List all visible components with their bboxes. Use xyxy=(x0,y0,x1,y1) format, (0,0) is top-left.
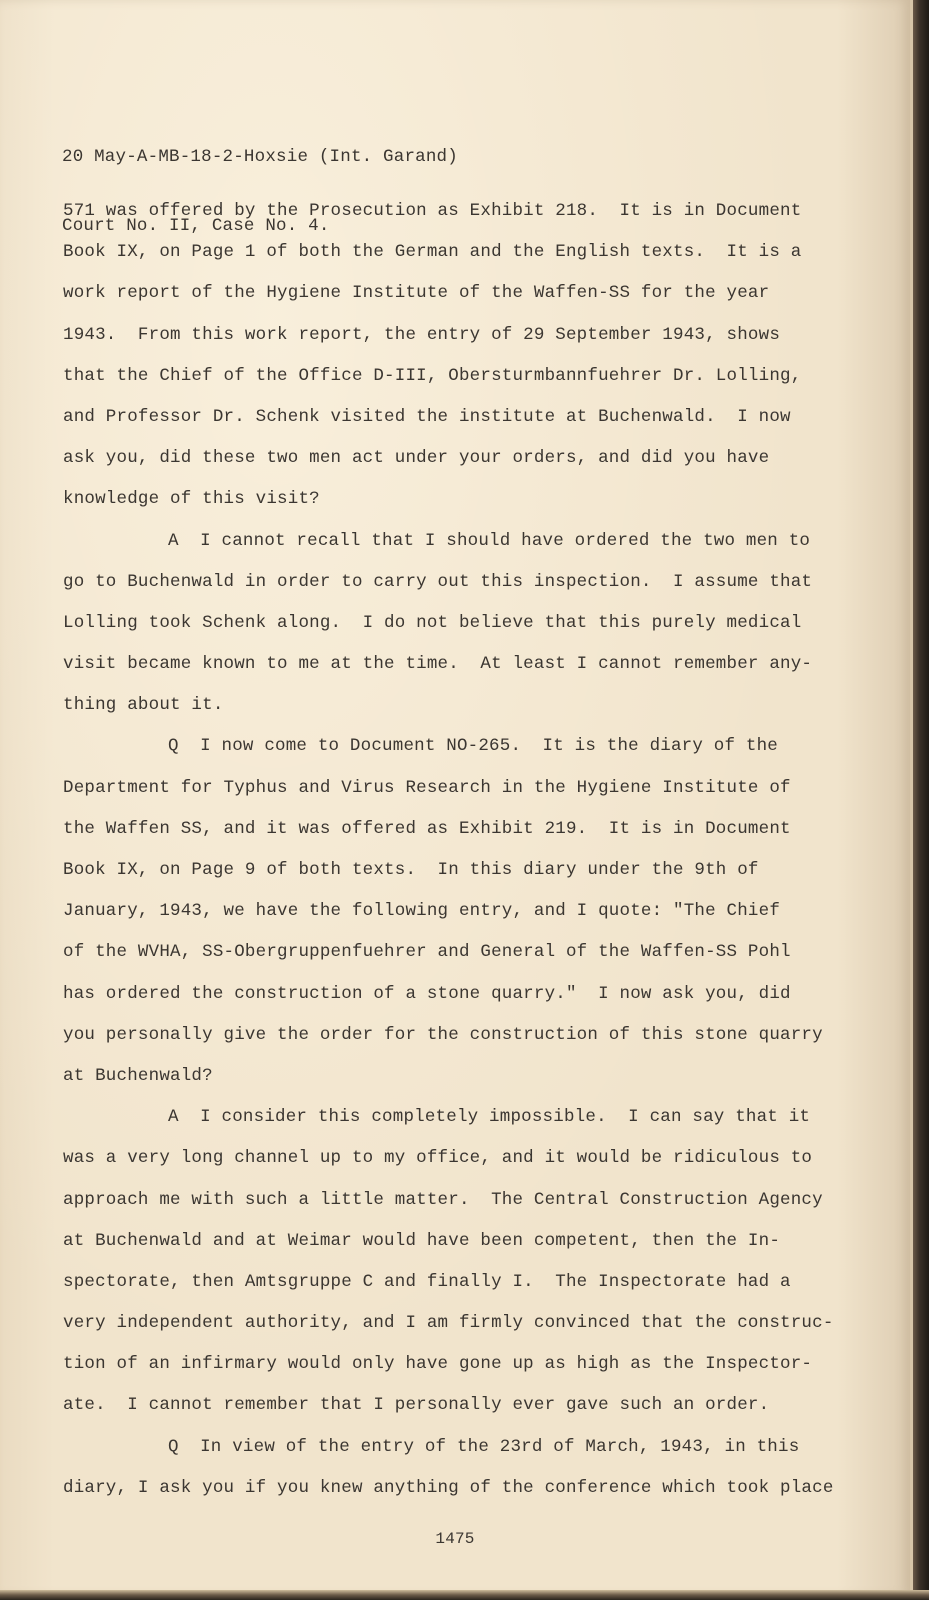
transcript-line: Book IX, on Page 1 of both the German and the English texts. It is a xyxy=(63,242,802,263)
page-number: 1475 xyxy=(435,1530,475,1548)
transcript-line: knowledge of this visit? xyxy=(63,489,320,510)
header-case-reference: 20 May-A-MB-18-2-Hoxsie (Int. Garand) xyxy=(62,147,458,167)
transcript-line: Lolling took Schenk along. I do not believe that this purely medical xyxy=(63,612,802,633)
transcript-line: diary, I ask you if you knew anything of the conference which took place xyxy=(63,1477,834,1498)
transcript-line: work report of the Hygiene Institute of the Waffen-SS for the year xyxy=(63,283,770,304)
transcript-line: Q In view of the entry of the 23rd of March, 1943, in this xyxy=(168,1436,800,1457)
transcript-line: Book IX, on Page 9 of both texts. In this diary under the 9th of xyxy=(63,860,759,880)
transcript-line: spectorate, then Amtsgruppe C and finally I. The Inspectorate had a xyxy=(63,1271,791,1292)
binding-edge-right xyxy=(913,0,929,1600)
transcript-line: 571 was offered by the Prosecution as Exhibit 218. It is in Document xyxy=(63,201,802,221)
transcript-line: you personally give the order for the construction of this stone quarry xyxy=(63,1024,823,1045)
transcript-line: very independent authority, and I am firmly convinced that the construc- xyxy=(63,1313,834,1334)
transcript-line: Department for Typhus and Virus Research in the Hygiene Institute of xyxy=(63,777,791,798)
transcript-body xyxy=(63,196,834,1514)
transcript-line: A I cannot recall that I should have ordered the two men to xyxy=(168,530,811,551)
binding-edge-bottom xyxy=(0,1590,929,1600)
transcript-line: at Buchenwald? xyxy=(63,1065,213,1086)
transcript-line: tion of an infirmary would only have gone up as high as the Inspector- xyxy=(63,1354,813,1375)
transcript-line: of the WVHA, SS-Obergruppenfuehrer and General of the Waffen-SS Pohl xyxy=(63,942,791,963)
transcript-line: visit became known to me at the time. At least I cannot remember any- xyxy=(63,654,813,675)
transcript-line: go to Buchenwald in order to carry out this inspection. I assume that xyxy=(63,571,813,592)
transcript-line: approach me with such a little matter. The Central Construction Agency xyxy=(63,1189,823,1210)
transcript-line: at Buchenwald and at Weimar would have been competent, then the In- xyxy=(63,1230,781,1251)
transcript-line: ate. I cannot remember that I personally ever gave such an order. xyxy=(63,1395,770,1416)
transcript-line: ask you, did these two men act under your orders, and did you have xyxy=(63,448,770,469)
transcript-line: Q I now come to Document NO-265. It is the diary of the xyxy=(168,736,778,757)
transcript-line: 1943. From this work report, the entry of 29 September 1943, shows xyxy=(63,324,781,345)
transcript-line: A I consider this completely impossible. I can say that it xyxy=(168,1107,811,1128)
transcript-line: thing about it. xyxy=(63,695,224,716)
transcript-line: that the Chief of the Office D-III, Obersturmbannfuehrer Dr. Lolling, xyxy=(63,365,802,386)
transcript-line: has ordered the construction of a stone quarry." I now ask you, did xyxy=(63,983,791,1004)
transcript-line: the Waffen SS, and it was offered as Exhibit 219. It is in Document xyxy=(63,818,791,839)
transcript-line: January, 1943, we have the following entry, and I quote: "The Chief xyxy=(63,901,781,922)
header-court-case: Court No. II, Case No. 4. xyxy=(62,216,330,236)
transcript-line: was a very long channel up to my office, and it would be ridiculous to xyxy=(63,1148,813,1169)
transcript-line: and Professor Dr. Schenk visited the institute at Buchenwald. I now xyxy=(63,406,791,427)
